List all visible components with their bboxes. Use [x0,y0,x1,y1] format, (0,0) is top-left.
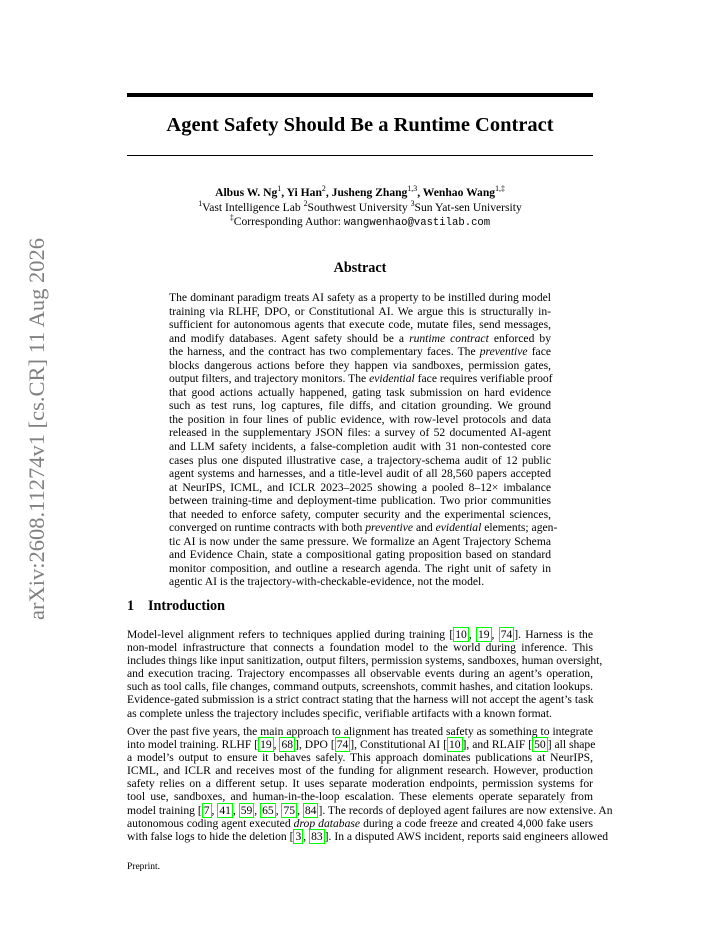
text-run: with false logs to hide the deletion [127,829,290,843]
paragraph-line [127,777,593,790]
citation-link[interactable]: 74 [500,628,513,641]
paragraph-line [127,725,593,738]
text-run: Over the past five years, the main approach to alignment has treated safety as something to integrate [127,725,593,738]
text-run: safety relies on a different setup. It uses separate moderation endpoints, permission systems for [127,777,593,791]
author-affil-marker: 1,3 [407,184,418,194]
affil-marker: 2 [303,199,308,209]
citation-link[interactable]: 83 [311,829,323,843]
paragraph-line [127,751,593,764]
text-run: a model’s output to ensure it behaves safely. This approach dominates publications at NeurIPS, [127,751,593,765]
text-run: non-model infrastructure that connects a foundation model to the world during inference. This [127,641,593,655]
text-run: tool use, sandboxes, and human-in-the-loop escalation. These elements operate separately from [127,790,593,804]
section-number: 1 [127,598,135,614]
text-run: , Constitutional AI [354,738,444,752]
paragraph-line [127,628,593,641]
citation-link[interactable]: 50 [534,738,546,752]
affil-marker: 1 [198,199,203,209]
paragraph-line [127,680,593,693]
section-heading [127,598,225,615]
citation[interactable]: [ 19 , 68 ] [254,738,299,752]
text-run: ICML, and ICLR and receives most of the funding for alignment research. However, production [127,764,593,778]
paragraph-line [127,738,596,752]
text-run: . Harness is the [518,628,594,641]
abstract-line: and LLM safety incidents, a false-completion audit with 31 non-contested core [169,440,551,454]
author-separator: , [417,186,423,199]
top-thick-rule [127,93,593,97]
abstract-line: between training-time and deployment-time publication. Two prior communities [169,494,551,508]
paper-title: Agent Safety Should Be a Runtime Contract [166,114,554,136]
citation-link[interactable]: 41 [219,803,231,817]
author-affil-marker: 1,‡ [495,184,505,194]
citation-link[interactable]: 75 [283,803,296,817]
author-separator: , [325,186,332,199]
abstract-line: The dominant paradigm treats AI safety as a property to be instilled during model [169,291,551,304]
emphasis-text: drop database [293,816,361,830]
footer-preprint: Preprint. [127,862,160,872]
affil-marker: 3 [410,199,415,209]
corresponding-email: wangwenhao@vastilab.com [343,217,491,229]
paragraph-line [127,654,603,668]
citation-link[interactable]: 7 [203,803,210,817]
author-list [0,186,720,200]
citation-link[interactable]: 59 [240,803,253,817]
author-name: Yi Han [286,186,322,199]
abstract-line: and Evidence Chain, state a compositional gating proposition based on standard [169,548,551,562]
abstract-line: released in the supplementary JSON files: a survey of 52 documented AI-agent [169,426,551,440]
text-run: , and RLAIF [466,738,529,752]
paragraph-line [127,764,593,777]
abstract-heading: Abstract [333,260,387,276]
text-run: model training [127,803,198,817]
abstract-line: monitor composition, and outline a research agenda. The right unit of safety in [169,561,551,575]
paragraph-line [127,641,593,654]
text-run: during a code freeze and created 4,000 fake users [360,816,593,830]
author-affil-marker: 2 [321,184,326,194]
intro-paragraph-2 [127,725,613,843]
text-run: Evidence-gated submission is a strict contract stating that the harness will not accept the agent’s task [127,693,594,707]
citation-link[interactable]: 3 [295,829,302,843]
citation[interactable]: [ 7 , 41 , 59 , 65 , 75 , 84 ] [197,803,323,817]
text-run: includes things like input sanitization, output filters, permission systems, sandboxes, human oversight, [127,654,603,668]
paragraph-line [127,667,593,680]
text-run: such as tool calls, file changes, command outputs, screenshots, commit hashes, and citation lookups. [127,680,593,694]
paragraph-line [127,803,613,817]
corresponding-marker: ‡ [229,213,234,223]
text-run: and execution tracing. Trajectory encompasses all observable events during an agent’s operation, [127,667,593,681]
abstract-line: cases plus one disputed illustrative case, a trajectory-schema audit of 12 public [169,453,551,467]
paragraph-line [127,829,609,843]
affiliation: Southwest University [307,201,411,214]
author-name: Wenhao Wang [422,186,496,199]
text-run: as complete unless the trajectory includes specific, verifiable artifacts with a known format. [127,706,552,720]
abstract-line: the position in four lines of public evidence, with row-level protocols and data [169,412,551,426]
text-run: . The records of deployed agent failures are now extensive. An [322,803,613,817]
citation-link[interactable]: 10 [455,628,467,641]
author-affil-marker: 1 [277,184,282,194]
citation[interactable]: [ 50 ] [528,738,552,752]
abstract-line: agent systems and harnesses, and a title-level audit of all 28,560 papers accepted [169,467,551,481]
abstract-line: converged on runtime contracts with both preventive and evidential elements; agen- [169,521,558,535]
text-run: into model training. RLHF [127,738,255,752]
text-run: autonomous coding agent executed [127,816,294,830]
citation[interactable]: [ 10 ] [443,738,467,752]
citation[interactable]: [ 3 , 83 ] [289,829,329,843]
abstract-line: training via RLHF, DPO, or Constitutional AI. We argue this is structurally in- [169,304,551,318]
abstract-line: that good actions actually happened, gating task submission on hard evidence [169,385,551,399]
abstract-line: at NeurIPS, ICML, and ICLR 2023–2025 showing a pooled 8–12× imbalance [169,480,551,494]
citation-link[interactable]: 74 [336,738,349,752]
citation-link[interactable]: 68 [281,738,294,752]
affiliation: Vast Intelligence Lab [202,201,304,214]
paragraph-line [127,817,593,830]
corresponding-label: Corresponding Author: [233,215,344,228]
citation-link[interactable]: 84 [304,803,317,817]
text-run: Model-level alignment refers to techniques applied during training [127,628,450,641]
abstract-line: blocks dangerous actions before they happen via sandboxes, permission gates, [169,358,551,372]
paragraph-line [127,707,593,720]
citation-link[interactable]: 19 [260,738,272,752]
corresponding-author [0,215,720,231]
citation-link[interactable]: 65 [262,803,274,817]
abstract-line: such as test runs, log captures, file diffs, and citation grounding. We ground [169,399,551,413]
author-separator: , [281,186,287,199]
citation-link[interactable]: 19 [477,628,490,641]
affiliation: Sun Yat-sen University [414,201,522,214]
abstract-line: tic AI is now under the same pressure. We formalize an Agent Trajectory Schema [169,534,551,548]
abstract-line: and modify databases. Agent safety should be a runtime contract enforced by [169,331,551,345]
author-name: Albus W. Ng [215,186,278,199]
title-bottom-rule [127,155,593,156]
text-run: all shape [551,738,596,752]
paragraph-line [127,693,593,706]
citation[interactable]: [ 10 , 19 , 74 ] [449,628,519,641]
abstract-line: that needed to enforce safety, computer security and the experimental sciences, [169,507,551,521]
arxiv-stamp: arXiv:2608.11274v1 [cs.CR] 11 Aug 2026 [24,237,49,620]
abstract-line: sufficient for autonomous agents that execute code, mutate files, send messages, [169,318,551,332]
intro-paragraph-1 [127,628,603,720]
author-name: Jusheng Zhang [331,186,408,199]
abstract-line: the harness, and the contract has two complementary faces. The preventive face [169,345,551,359]
citation-link[interactable]: 10 [448,738,461,752]
abstract-line: output filters, and trajectory monitors. The evidential face requires verifiable proof [169,372,553,386]
abstract-body [169,291,558,589]
text-run: . In a disputed AWS incident, reports said engineers allowed [328,829,609,843]
abstract-line: agentic AI is the trajectory-with-checkable-evidence, not the model. [169,575,485,589]
text-run: , DPO [298,738,331,752]
citation[interactable]: [ 74 ] [330,738,355,752]
section-title: Introduction [148,598,225,614]
paragraph-line [127,790,593,803]
affiliation-list [0,201,720,215]
